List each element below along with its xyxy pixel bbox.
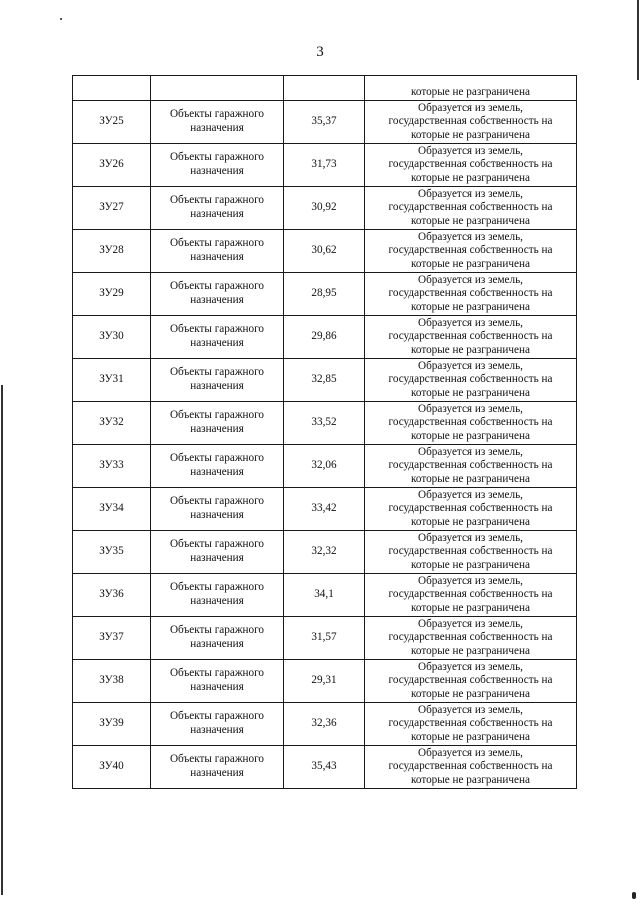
area-cell: 29,86 (284, 316, 365, 359)
continuation-cell-note: которые не разграничена (365, 76, 577, 101)
table-row (73, 703, 577, 746)
note-line: Образуется из земель, (418, 445, 523, 458)
note-line: Образуется из земель, (418, 230, 523, 243)
purpose-cell: Объекты гаражного назначения (151, 273, 284, 316)
purpose-cell: Объекты гаражного назначения (151, 660, 284, 703)
page-number: 3 (316, 44, 324, 60)
note-line: государственная собственность на (388, 760, 553, 773)
note-line: государственная собственность на (388, 545, 553, 558)
area-cell: 28,95 (284, 273, 365, 316)
note-line: государственная собственность на (388, 330, 553, 343)
purpose-cell: Объекты гаражного назначения (151, 230, 284, 273)
note-cell (365, 574, 577, 617)
note-line: которые не разграничена (411, 558, 530, 571)
plot-id-cell: ЗУ30 (73, 316, 151, 359)
plot-id-cell: ЗУ36 (73, 574, 151, 617)
land-plots-table (72, 75, 577, 789)
note-line: которые не разграничена (411, 730, 530, 743)
area-cell: 29,31 (284, 660, 365, 703)
note-line: государственная собственность на (388, 158, 553, 171)
note-cell (365, 101, 577, 144)
area-cell: 30,62 (284, 230, 365, 273)
plot-id-cell: ЗУ37 (73, 617, 151, 660)
note-cell (365, 703, 577, 746)
note-line: которые не разграничена (411, 644, 530, 657)
table-row (73, 230, 577, 273)
area-cell: 31,57 (284, 617, 365, 660)
table-row (73, 187, 577, 230)
note-line: которые не разграничена (411, 472, 530, 485)
note-line: государственная собственность на (388, 502, 553, 515)
note-line: которые не разграничена (411, 687, 530, 700)
note-line: государственная собственность на (388, 115, 553, 128)
table-row (73, 574, 577, 617)
area-cell: 33,52 (284, 402, 365, 445)
note-line: которые не разграничена (411, 300, 530, 313)
scan-speck (60, 18, 62, 20)
area-cell: 33,42 (284, 488, 365, 531)
area-cell: 32,32 (284, 531, 365, 574)
note-line: Образуется из земель, (418, 703, 523, 716)
note-line: Образуется из земель, (418, 746, 523, 759)
note-line: государственная собственность на (388, 459, 553, 472)
note-line: государственная собственность на (388, 244, 553, 257)
note-line: которые не разграничена (411, 601, 530, 614)
note-cell (365, 316, 577, 359)
plot-id-cell: ЗУ29 (73, 273, 151, 316)
purpose-cell: Объекты гаражного назначения (151, 359, 284, 402)
note-cell (365, 187, 577, 230)
table-row (73, 531, 577, 574)
note-cell (365, 445, 577, 488)
note-line: Образуется из земель, (418, 316, 523, 329)
note-line: которые не разграничена (411, 257, 530, 270)
note-line: которые не разграничена (411, 386, 530, 399)
note-cell (365, 230, 577, 273)
note-line: Образуется из земель, (418, 402, 523, 415)
purpose-cell: Объекты гаражного назначения (151, 488, 284, 531)
note-line: которые не разграничена (411, 214, 530, 227)
area-cell: 30,92 (284, 187, 365, 230)
table-row (73, 660, 577, 703)
plot-id-cell: ЗУ40 (73, 746, 151, 789)
continuation-cell-id (73, 76, 151, 101)
scan-edge-mark (1, 385, 3, 895)
note-line: Образуется из земель, (418, 617, 523, 630)
note-line: которые не разграничена (411, 171, 530, 184)
purpose-cell: Объекты гаражного назначения (151, 703, 284, 746)
table-row (73, 488, 577, 531)
note-line: государственная собственность на (388, 416, 553, 429)
table-row (73, 316, 577, 359)
area-cell: 35,37 (284, 101, 365, 144)
table-row (73, 273, 577, 316)
plot-id-cell: ЗУ32 (73, 402, 151, 445)
scan-edge-mark (637, 0, 639, 80)
note-cell (365, 488, 577, 531)
note-line: государственная собственность на (388, 373, 553, 386)
purpose-cell: Объекты гаражного назначения (151, 445, 284, 488)
purpose-cell: Объекты гаражного назначения (151, 101, 284, 144)
plot-id-cell: ЗУ33 (73, 445, 151, 488)
purpose-cell: Объекты гаражного назначения (151, 531, 284, 574)
note-cell (365, 144, 577, 187)
note-line: государственная собственность на (388, 287, 553, 300)
note-cell (365, 660, 577, 703)
note-line: которые не разграничена (411, 773, 530, 786)
purpose-cell: Объекты гаражного назначения (151, 187, 284, 230)
note-line: которые не разграничена (411, 128, 530, 141)
note-line: Образуется из земель, (418, 273, 523, 286)
area-cell: 32,85 (284, 359, 365, 402)
plot-id-cell: ЗУ28 (73, 230, 151, 273)
note-line: государственная собственность на (388, 631, 553, 644)
note-line: которые не разграничена (411, 343, 530, 356)
purpose-cell: Объекты гаражного назначения (151, 316, 284, 359)
note-line: Образуется из земель, (418, 531, 523, 544)
note-cell (365, 617, 577, 660)
note-cell (365, 531, 577, 574)
note-line: Образуется из земель, (418, 101, 523, 114)
note-line: Образуется из земель, (418, 660, 523, 673)
note-line: которые не разграничена (411, 429, 530, 442)
note-line: Образуется из земель, (418, 144, 523, 157)
note-cell (365, 402, 577, 445)
area-cell: 32,06 (284, 445, 365, 488)
purpose-cell: Объекты гаражного назначения (151, 402, 284, 445)
area-cell: 31,73 (284, 144, 365, 187)
table-row (73, 359, 577, 402)
table-body (73, 76, 577, 789)
plot-id-cell: ЗУ34 (73, 488, 151, 531)
note-line: Образуется из земель, (418, 574, 523, 587)
continuation-cell-purpose (151, 76, 284, 101)
continuation-cell-area (284, 76, 365, 101)
note-line: государственная собственность на (388, 674, 553, 687)
note-line: которые не разграничена (411, 515, 530, 528)
table-continuation-row (73, 76, 577, 101)
plot-id-cell: ЗУ31 (73, 359, 151, 402)
table-row (73, 144, 577, 187)
plot-id-cell: ЗУ25 (73, 101, 151, 144)
note-cell (365, 746, 577, 789)
note-cell (365, 273, 577, 316)
table-row (73, 101, 577, 144)
note-line: государственная собственность на (388, 717, 553, 730)
plot-id-cell: ЗУ38 (73, 660, 151, 703)
note-line: государственная собственность на (388, 201, 553, 214)
table-row (73, 402, 577, 445)
purpose-cell: Объекты гаражного назначения (151, 617, 284, 660)
table-row (73, 617, 577, 660)
note-line: Образуется из земель, (418, 187, 523, 200)
table-row (73, 746, 577, 789)
area-cell: 32,36 (284, 703, 365, 746)
plot-id-cell: ЗУ27 (73, 187, 151, 230)
purpose-cell: Объекты гаражного назначения (151, 144, 284, 187)
plot-id-cell: ЗУ35 (73, 531, 151, 574)
area-cell: 34,1 (284, 574, 365, 617)
table-row (73, 445, 577, 488)
scan-dot (632, 892, 636, 899)
area-cell: 35,43 (284, 746, 365, 789)
note-cell (365, 359, 577, 402)
purpose-cell: Объекты гаражного назначения (151, 574, 284, 617)
plot-id-cell: ЗУ26 (73, 144, 151, 187)
purpose-cell: Объекты гаражного назначения (151, 746, 284, 789)
note-line: государственная собственность на (388, 588, 553, 601)
note-line: Образуется из земель, (418, 359, 523, 372)
note-line: Образуется из земель, (418, 488, 523, 501)
plot-id-cell: ЗУ39 (73, 703, 151, 746)
